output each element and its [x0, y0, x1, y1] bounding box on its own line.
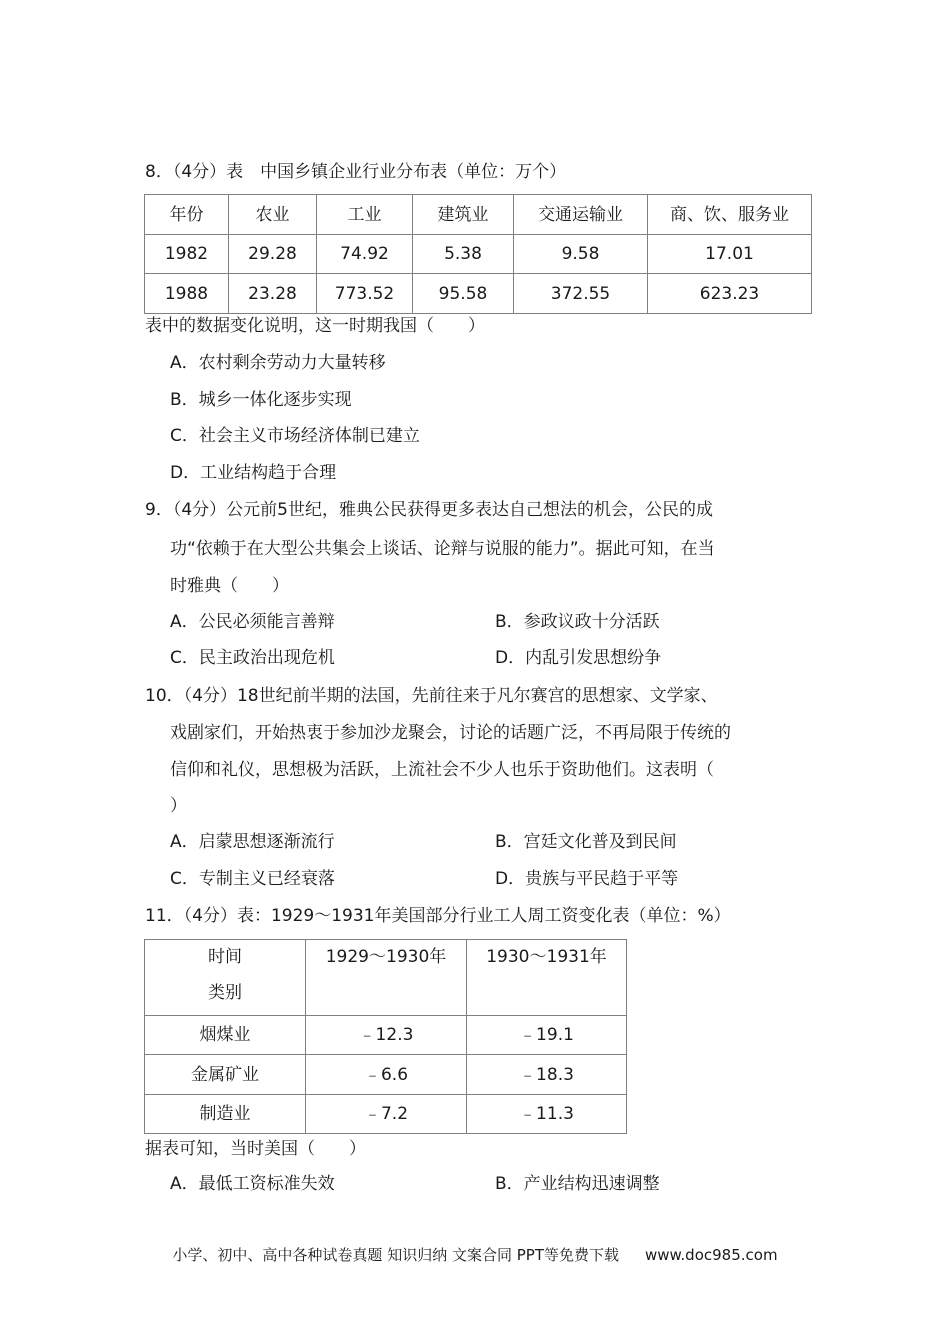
q8-option-a[interactable]: A．农村剩余劳动力大量转移: [170, 353, 386, 373]
table-cell: 773.52: [317, 274, 413, 314]
table-cell: 1988: [145, 274, 229, 314]
table-header-cell: 商、饮、服务业: [648, 195, 812, 235]
table-cell: 29.28: [229, 235, 317, 274]
corner-label-category: 类别: [208, 983, 242, 1003]
page-footer: [0, 1244, 950, 1265]
table-cell: 623.23: [648, 274, 812, 314]
q11-stem: 11．（4分）表：1929～1931年美国部分行业工人周工资变化表（单位：%）: [145, 906, 731, 926]
footer-site-link[interactable]: www.doc985.com: [644, 1246, 778, 1264]
q8-option-b[interactable]: B．城乡一体化逐步实现: [170, 390, 352, 410]
table-cell: 23.28: [229, 274, 317, 314]
q9-stem-line: 功“依赖于在大型公共集会上谈话、论辩与说服的能力”。据此可知，在当: [170, 539, 715, 559]
table-cell: 74.92: [317, 235, 413, 274]
table-cell: 烟煤业: [145, 1016, 306, 1055]
table-cell: 制造业: [145, 1095, 306, 1134]
q10-stem-line: 戏剧家们，开始热衷于参加沙龙聚会，讨论的话题广泛，不再局限于传统的: [170, 723, 731, 743]
table-cell: 17.01: [648, 235, 812, 274]
footer-text: 小学、初中、高中各种试卷真题 知识归纳 文案合同 PPT等免费下载: [172, 1246, 619, 1264]
q10-option-d[interactable]: D．贵族与平民趋于平等: [495, 869, 679, 889]
q10-option-a[interactable]: A．启蒙思想逐渐流行: [170, 832, 335, 852]
q10-stem-line: 10．（4分）18世纪前半期的法国，先前往来于凡尔赛宫的思想家、文学家、: [145, 686, 718, 706]
q11-table: [144, 939, 627, 1134]
table-cell: 1982: [145, 235, 229, 274]
table-cell: 金属矿业: [145, 1055, 306, 1095]
table-header-cell: 农业: [229, 195, 317, 235]
table-cell: 95.58: [413, 274, 514, 314]
q9-stem-line: 9．（4分）公元前5世纪，雅典公民获得更多表达自己想法的机会，公民的成: [145, 500, 713, 520]
q10-option-c[interactable]: C．专制主义已经衰落: [170, 869, 335, 889]
corner-label-time: 时间: [208, 947, 242, 967]
table-header-row: [145, 195, 812, 235]
table-header-cell: 工业: [317, 195, 413, 235]
table-corner-cell: [145, 940, 306, 1016]
table-cell: ﹣19.1: [467, 1016, 627, 1055]
q9-stem-line: 时雅典（ ）: [170, 576, 289, 596]
q9-option-b[interactable]: B．参政议政十分活跃: [495, 612, 660, 632]
table-cell: ﹣12.3: [306, 1016, 467, 1055]
q10-stem-line: 信仰和礼仪，思想极为活跃，上流社会不少人也乐于资助他们。这表明（: [170, 760, 714, 780]
table-header-cell: 1930～1931年: [467, 940, 627, 1016]
q8-option-c[interactable]: C．社会主义市场经济体制已建立: [170, 426, 420, 446]
table-header-cell: 1929～1930年: [306, 940, 467, 1016]
q11-option-b[interactable]: B．产业结构迅速调整: [495, 1174, 660, 1194]
q8-stem: 8．（4分）表 中国乡镇企业行业分布表（单位：万个）: [145, 162, 567, 182]
table-cell: ﹣7.2: [306, 1095, 467, 1134]
table-header-row: [145, 940, 627, 1016]
q9-option-d[interactable]: D．内乱引发思想纷争: [495, 648, 662, 668]
table-row: [145, 1016, 627, 1055]
q11-question: 据表可知，当时美国（ ）: [145, 1139, 366, 1159]
table-row: [145, 274, 812, 314]
q8-table: [144, 194, 812, 314]
table-cell: ﹣11.3: [467, 1095, 627, 1134]
q9-option-a[interactable]: A．公民必须能言善辩: [170, 612, 335, 632]
q11-option-a[interactable]: A．最低工资标准失效: [170, 1174, 335, 1194]
table-row: [145, 1095, 627, 1134]
table-cell: 9.58: [514, 235, 648, 274]
table-row: [145, 1055, 627, 1095]
table-header-cell: 年份: [145, 195, 229, 235]
table-cell: 5.38: [413, 235, 514, 274]
table-header-cell: 建筑业: [413, 195, 514, 235]
q10-stem-line: ）: [170, 796, 187, 816]
q8-option-d[interactable]: D．工业结构趋于合理: [170, 463, 337, 483]
table-row: [145, 235, 812, 274]
q10-option-b[interactable]: B．宫廷文化普及到民间: [495, 832, 677, 852]
table-cell: 372.55: [514, 274, 648, 314]
table-header-cell: 交通运输业: [514, 195, 648, 235]
table-cell: ﹣18.3: [467, 1055, 627, 1095]
table-cell: ﹣6.6: [306, 1055, 467, 1095]
q9-option-c[interactable]: C．民主政治出现危机: [170, 648, 335, 668]
q8-question: 表中的数据变化说明，这一时期我国（ ）: [145, 316, 485, 336]
